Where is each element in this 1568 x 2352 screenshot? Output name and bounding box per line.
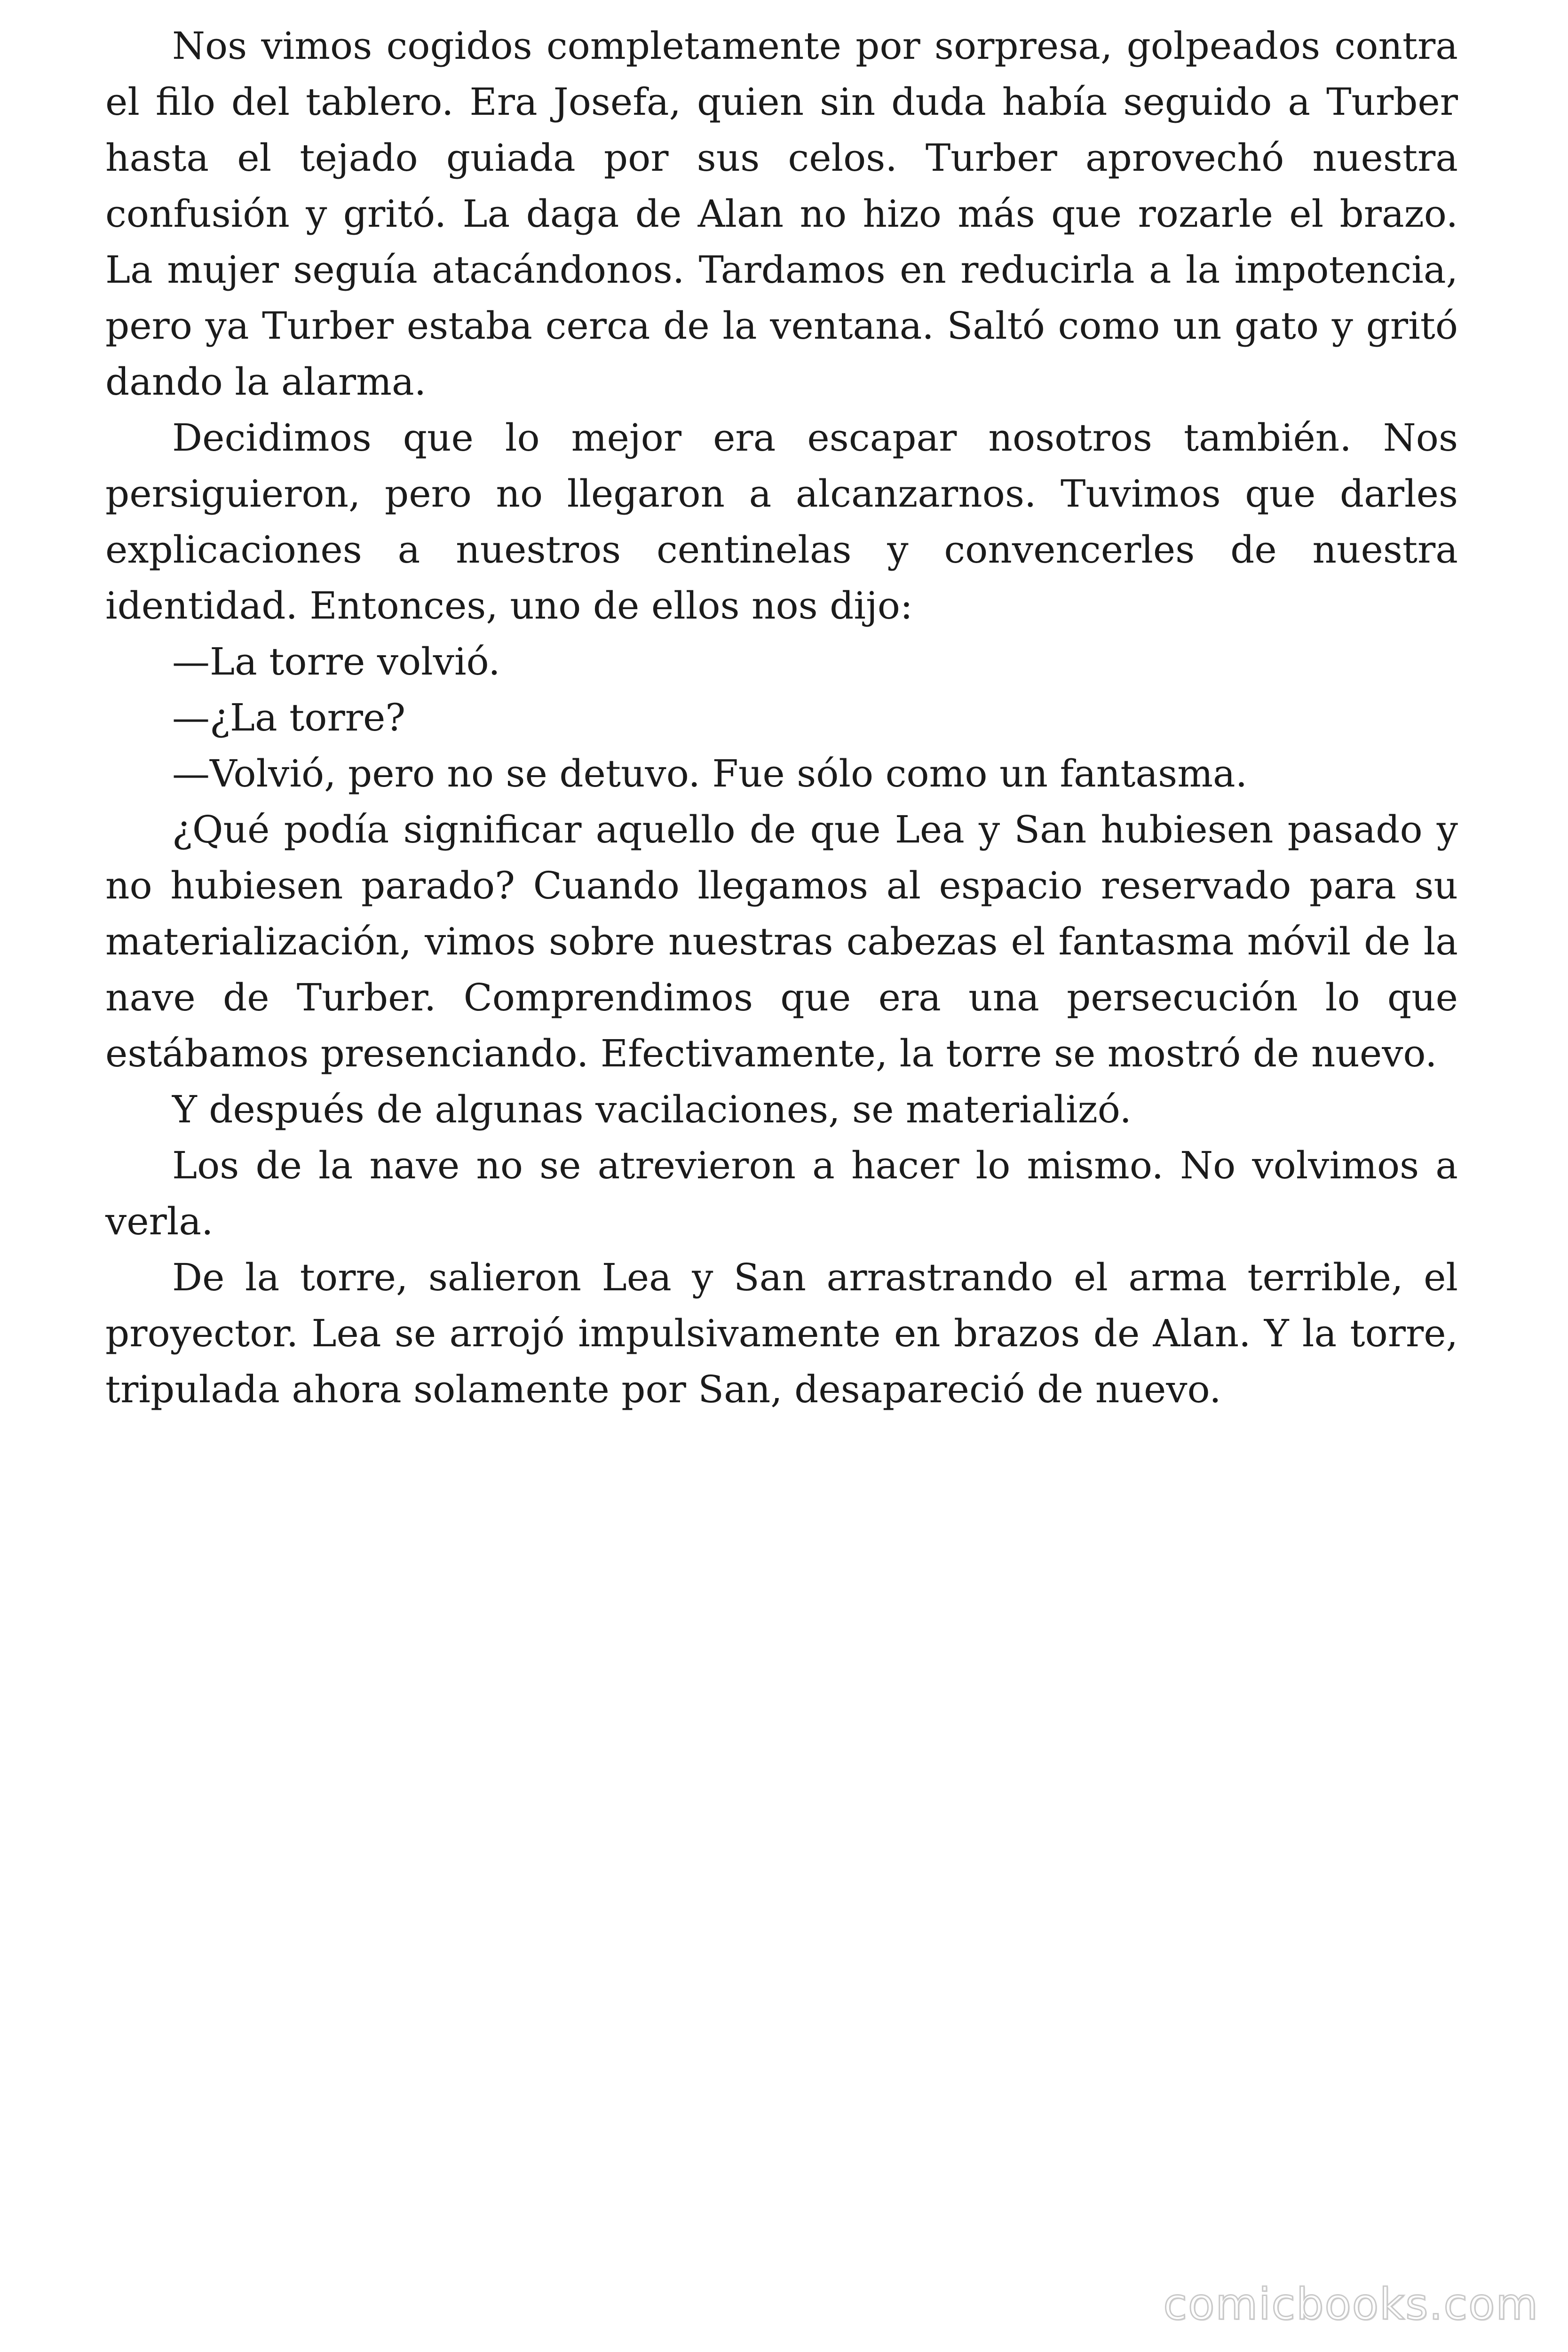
paragraph: Y después de algunas vacilaciones, se materializó. (172, 1088, 1132, 1131)
page-body (105, 18, 1458, 1417)
paragraph: Los de la nave no se atrevieron a hacer lo mismo. No volvimos a verla. (105, 1144, 1458, 1243)
paragraph: Decidimos que lo mejor era escapar nosotros también. Nos persiguieron, pero no llegaron a alcanzarnos. Tuvimos que darles explicaciones a nuestros centinelas y convencerles de nuestra identidad. Entonces, uno de ellos nos dijo: (105, 416, 1458, 628)
watermark: comicbooks.com (1163, 2279, 1539, 2329)
dialogue-line: —La torre volvió. (172, 640, 500, 683)
paragraph: ¿Qué podía significar aquello de que Lea y San hubiesen pasado y no hubiesen parado? Cuando llegamos al espacio reservado para su materialización, vimos sobre nuestras cabezas el fantasma móvil de la nave de Turber. Comprendimos que era una persecución lo que estábamos presenciando. Efectivamente, la torre se mostró de nuevo. (105, 808, 1458, 1075)
paragraph: De la torre, salieron Lea y San arrastrando el arma terrible, el proyector. Lea se arrojó impulsivamente en brazos de Alan. Y la torre, tripulada ahora solamente por San, desapareció de nuevo. (105, 1255, 1458, 1411)
dialogue-line: —Volvió, pero no se detuvo. Fue sólo como un fantasma. (172, 752, 1248, 795)
paragraph: Nos vimos cogidos completamente por sorpresa, golpeados contra el filo del tablero. Era Josefa, quien sin duda había seguido a Turber hasta el tejado guiada por sus celos. Turber aprovechó nuestra confusión y gritó. La daga de Alan no hizo más que rozarle el brazo. La mujer seguía atacándonos. Tardamos en reducirla a la impotencia, pero ya Turber estaba cerca de la ventana. Saltó como un gato y gritó dando la alarma. (105, 24, 1458, 404)
dialogue-line: —¿La torre? (172, 696, 406, 739)
